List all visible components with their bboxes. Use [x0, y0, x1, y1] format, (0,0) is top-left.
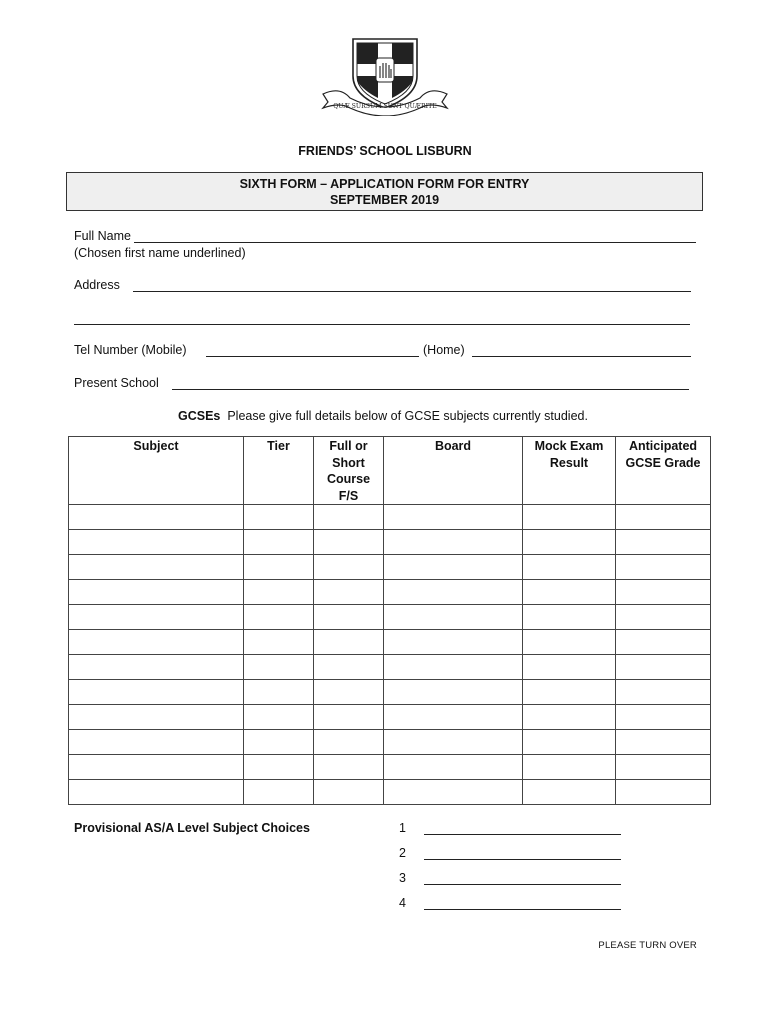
address-field-line-2[interactable] [74, 324, 690, 325]
cell-board[interactable] [384, 655, 523, 680]
cell-tier[interactable] [244, 530, 314, 555]
cell-subject[interactable] [69, 730, 244, 755]
cell-tier[interactable] [244, 630, 314, 655]
cell-anticipated-grade[interactable] [616, 655, 711, 680]
cell-mock-result[interactable] [523, 605, 616, 630]
cell-anticipated-grade[interactable] [616, 580, 711, 605]
cell-tier[interactable] [244, 605, 314, 630]
present-school-field[interactable] [172, 389, 689, 390]
cell-course[interactable] [314, 630, 384, 655]
cell-board[interactable] [384, 705, 523, 730]
cell-anticipated-grade[interactable] [616, 680, 711, 705]
cell-tier[interactable] [244, 705, 314, 730]
table-row [69, 655, 711, 680]
cell-course[interactable] [314, 555, 384, 580]
col-board: Board [384, 437, 523, 505]
cell-anticipated-grade[interactable] [616, 605, 711, 630]
tel-mobile-field[interactable] [206, 356, 419, 357]
cell-anticipated-grade[interactable] [616, 530, 711, 555]
choice-3-field[interactable] [424, 884, 621, 885]
cell-board[interactable] [384, 580, 523, 605]
col-course: Full or Short Course F/S [314, 437, 384, 505]
cell-anticipated-grade[interactable] [616, 505, 711, 530]
cell-anticipated-grade[interactable] [616, 780, 711, 805]
cell-mock-result[interactable] [523, 780, 616, 805]
full-name-field[interactable] [134, 242, 696, 243]
col-tier: Tier [244, 437, 314, 505]
tel-home-label: (Home) [423, 343, 465, 357]
cell-course[interactable] [314, 605, 384, 630]
table-row [69, 605, 711, 630]
cell-mock-result[interactable] [523, 630, 616, 655]
choice-4-field[interactable] [424, 909, 621, 910]
table-row [69, 705, 711, 730]
cell-tier[interactable] [244, 580, 314, 605]
choices-label: Provisional AS/A Level Subject Choices [74, 821, 310, 835]
cell-board[interactable] [384, 555, 523, 580]
cell-course[interactable] [314, 705, 384, 730]
cell-mock-result[interactable] [523, 680, 616, 705]
cell-tier[interactable] [244, 780, 314, 805]
choice-2-field[interactable] [424, 859, 621, 860]
cell-board[interactable] [384, 730, 523, 755]
table-row [69, 505, 711, 530]
gcse-table-header [69, 437, 711, 505]
cell-anticipated-grade[interactable] [616, 555, 711, 580]
form-date: SEPTEMBER 2019 [329, 193, 440, 207]
table-row [69, 580, 711, 605]
cell-subject[interactable] [69, 530, 244, 555]
cell-anticipated-grade[interactable] [616, 755, 711, 780]
table-row [69, 755, 711, 780]
form-title: SIXTH FORM – APPLICATION FORM FOR ENTRY [239, 177, 530, 191]
cell-mock-result[interactable] [523, 730, 616, 755]
table-row [69, 555, 711, 580]
choice-number-1: 1 [399, 821, 406, 835]
cell-board[interactable] [384, 780, 523, 805]
cell-anticipated-grade[interactable] [616, 730, 711, 755]
col-mock-result: Mock Exam Result [523, 437, 616, 505]
gcse-instructions-text: Please give full details below of GCSE subjects currently studied. [227, 409, 588, 423]
table-row [69, 730, 711, 755]
cell-board[interactable] [384, 530, 523, 555]
cell-course[interactable] [314, 780, 384, 805]
cell-mock-result[interactable] [523, 655, 616, 680]
cell-course[interactable] [314, 755, 384, 780]
tel-mobile-label: Tel Number (Mobile) [74, 343, 187, 357]
table-row [69, 530, 711, 555]
school-crest-logo [320, 36, 450, 116]
col-anticipated-grade: Anticipated GCSE Grade [616, 437, 711, 505]
cell-course[interactable] [314, 655, 384, 680]
cell-board[interactable] [384, 680, 523, 705]
choice-1-field[interactable] [424, 834, 621, 835]
choice-number-2: 2 [399, 846, 406, 860]
cell-subject[interactable] [69, 705, 244, 730]
cell-board[interactable] [384, 755, 523, 780]
cell-subject[interactable] [69, 505, 244, 530]
cell-mock-result[interactable] [523, 705, 616, 730]
cell-subject[interactable] [69, 655, 244, 680]
form-title-box [66, 172, 703, 211]
cell-mock-result[interactable] [523, 580, 616, 605]
cell-anticipated-grade[interactable] [616, 705, 711, 730]
tel-home-field[interactable] [472, 356, 691, 357]
cell-board[interactable] [384, 630, 523, 655]
full-name-note: (Chosen first name underlined) [74, 246, 246, 260]
cell-course[interactable] [314, 730, 384, 755]
cell-board[interactable] [384, 605, 523, 630]
table-row [69, 680, 711, 705]
cell-mock-result[interactable] [523, 555, 616, 580]
cell-subject[interactable] [69, 680, 244, 705]
cell-course[interactable] [314, 680, 384, 705]
gcse-heading: GCSEs [178, 409, 221, 423]
col-subject: Subject [69, 437, 244, 505]
cell-subject[interactable] [69, 755, 244, 780]
cell-tier[interactable] [244, 555, 314, 580]
address-field-line-1[interactable] [133, 291, 691, 292]
cell-mock-result[interactable] [523, 530, 616, 555]
please-turn-over: PLEASE TURN OVER [598, 940, 697, 951]
cell-subject[interactable] [69, 555, 244, 580]
cell-course[interactable] [314, 580, 384, 605]
cell-course[interactable] [314, 530, 384, 555]
table-row [69, 780, 711, 805]
cell-tier[interactable] [244, 755, 314, 780]
cell-tier[interactable] [244, 730, 314, 755]
school-name: FRIENDS’ SCHOOL LISBURN [298, 144, 472, 158]
cell-subject[interactable] [69, 605, 244, 630]
gcse-table [68, 436, 711, 805]
cell-tier[interactable] [244, 655, 314, 680]
cell-anticipated-grade[interactable] [616, 630, 711, 655]
cell-subject[interactable] [69, 780, 244, 805]
cell-tier[interactable] [244, 680, 314, 705]
crest-motto: QUÆ SURSUM SUNT QUÆRITE [333, 103, 437, 110]
cell-course[interactable] [314, 505, 384, 530]
cell-board[interactable] [384, 505, 523, 530]
choice-number-3: 3 [399, 871, 406, 885]
table-row [69, 630, 711, 655]
choice-number-4: 4 [399, 896, 406, 910]
cell-mock-result[interactable] [523, 755, 616, 780]
present-school-label: Present School [74, 376, 159, 390]
cell-subject[interactable] [69, 630, 244, 655]
cell-mock-result[interactable] [523, 505, 616, 530]
full-name-label: Full Name [74, 229, 131, 243]
cell-subject[interactable] [69, 580, 244, 605]
cell-tier[interactable] [244, 505, 314, 530]
gcse-instructions [178, 409, 588, 423]
address-label: Address [74, 278, 120, 292]
